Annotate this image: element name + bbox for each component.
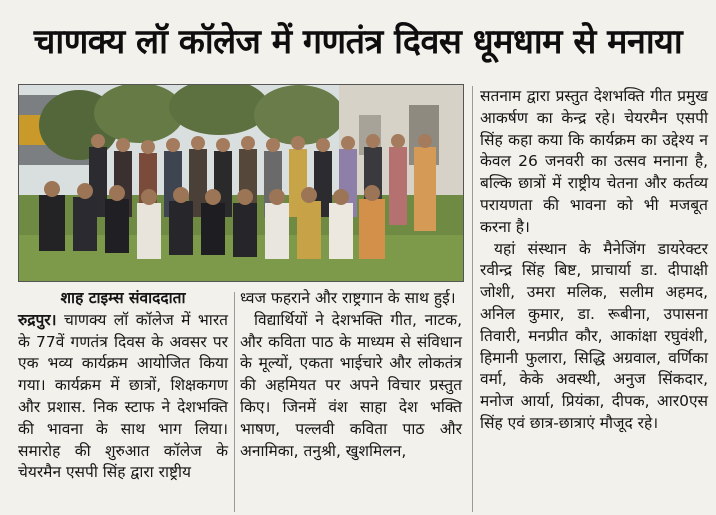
article-column-2 xyxy=(240,288,462,462)
column-divider xyxy=(472,86,473,512)
column-3-paragraph-1: सतनाम द्वारा प्रस्तुत देशभक्ति गीत प्रमुख आकर्षण का केन्द्र रहे। चेयरमैन एसपी सिंह कहा कया कि कार्यक्रम का उद्देश्य न केवल 26 जनवरी का उत्सव मनाना है, बल्कि छात्रों में राष्ट्रीय चेतना और कर्तव्य परायणता की भावना को भी मजबूत करना है। xyxy=(480,87,708,236)
dateline-place: रुद्रपुर। xyxy=(18,310,57,329)
column-divider xyxy=(234,292,235,512)
column-2-paragraph-2: विद्यार्थियों ने देशभक्ति गीत, नाटक, और कविता पाठ के माध्यम से संविधान के मूल्यों, एकता भाईचारे और लोकतंत्र की अहमियत पर अपने विचार प्रस्तुत किए। जिनमें वंश साहा देश भक्ति भाषण, पल्लवी कविता पाठ और अनामिका, तनुश्री, खुशमिलन, xyxy=(240,310,462,460)
byline: शाह टाइम्स संवाददाता xyxy=(60,289,186,307)
headline: चाणक्य लॉ कॉलेज में गणतंत्र दिवस धूमधाम से मनाया xyxy=(33,22,683,62)
column-1-text: चाणक्य लॉ कॉलेज में भारत के 77वें गणतंत्र दिवस के अवसर पर एक भव्य कार्यक्रम आयोजित किया गया। कार्यक्रम में छात्रों, शिक्षकगण और प्रशास. निक स्टाफ ने देशभक्ति की भावना के साथ भाग लिया। समारोह की शुरुआत कॉलेज के चेयरमैन एसपी सिंह द्वारा राष्ट्रीय xyxy=(18,310,228,482)
column-2-paragraph-1: ध्वज फहराने और राष्ट्रगान के साथ हुई। xyxy=(240,289,456,307)
article-column-3 xyxy=(480,86,708,435)
column-3-paragraph-2: यहां संस्थान के मैनेजिंग डायरेक्टर रवीन्द्र सिंह बिष्ट, प्राचार्या डा. दीपाक्षी जोशी, उमरा मलिक, सलीम अहमद, अनिल कुमार, डा. रूबीना, उपासना तिवारी, मनप्रीत कौर, आकांक्षा रघुवंशी, हिमानी फुलारा, सिद्धि अग्रवाल, वर्णिका वर्मा, केके अवस्थी, अनुज सिंकदार, मनोज आर्या, प्रियंका, दीपक, आर0एस सिंह एवं छात्र-छात्राएं मौजूद रहे। xyxy=(480,239,708,432)
group-photo xyxy=(18,84,464,282)
article-column-1 xyxy=(18,288,228,484)
